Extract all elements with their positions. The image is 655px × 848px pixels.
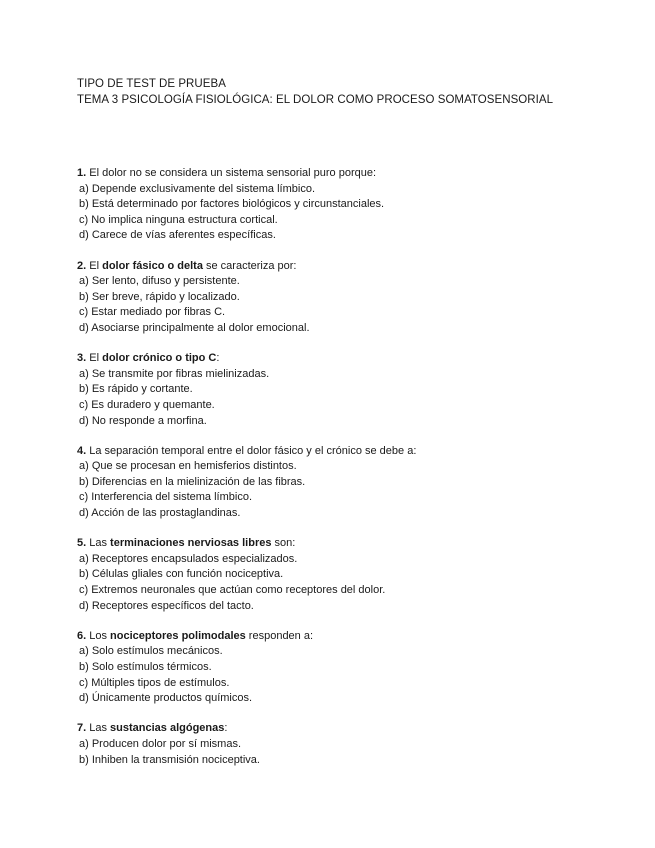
question-stem bbox=[77, 629, 637, 645]
question-number: 7. bbox=[77, 722, 87, 735]
question-2 bbox=[77, 259, 637, 337]
answer-option-c: c) Estar mediado por fibras C. bbox=[79, 306, 226, 319]
question-stem bbox=[77, 444, 637, 460]
answer-option-a: a) Receptores encapsulados especializados. bbox=[79, 552, 298, 565]
answer-option-b: b) Es rápido y cortante. bbox=[79, 383, 193, 396]
question-text-end: : bbox=[224, 722, 228, 735]
answer-option-a: a) Ser lento, difuso y persistente. bbox=[79, 275, 240, 288]
question-3 bbox=[77, 351, 637, 429]
answer-option-a: a) Solo estímulos mecánicos. bbox=[79, 645, 223, 658]
header-topic-title: TEMA 3 PSICOLOGÍA FISIOLÓGICA: EL DOLOR COMO PROCESO SOMATOSENSORIAL bbox=[77, 94, 554, 106]
question-number: 1. bbox=[77, 167, 87, 179]
header-test-type: TIPO DE TEST DE PRUEBA bbox=[77, 78, 226, 90]
question-text: Los bbox=[86, 629, 111, 642]
question-6 bbox=[77, 629, 637, 707]
question-number: 5. bbox=[77, 537, 87, 550]
question-key-term: dolor crónico o tipo C bbox=[102, 352, 217, 365]
question-text: Las bbox=[86, 722, 111, 735]
answer-option-b: b) Ser breve, rápido y localizado. bbox=[79, 290, 240, 303]
answer-option-c: c) No implica ninguna estructura cortical. bbox=[79, 213, 278, 226]
question-key-term: dolor fásico o delta bbox=[102, 259, 203, 272]
question-key-term: sustancias algógenas bbox=[110, 722, 225, 735]
question-stem bbox=[77, 351, 637, 367]
answer-option-d: d) Acción de las prostaglandinas. bbox=[79, 507, 241, 520]
question-list bbox=[77, 166, 637, 783]
answer-option-d: d) No responde a morfina. bbox=[79, 414, 207, 427]
answer-option-c: c) Es duradero y quemante. bbox=[79, 398, 215, 411]
answer-option-d: d) Únicamente productos químicos. bbox=[79, 692, 253, 705]
document-header bbox=[77, 76, 553, 108]
question-stem bbox=[77, 721, 637, 737]
question-text-end: : bbox=[216, 352, 220, 365]
question-5 bbox=[77, 536, 637, 614]
question-number: 4. bbox=[77, 444, 87, 457]
question-number: 6. bbox=[77, 629, 87, 642]
answer-option-b: b) Está determinado por factores biológicos y circunstanciales. bbox=[79, 198, 385, 211]
answer-option-c: c) Interferencia del sistema límbico. bbox=[79, 491, 253, 504]
question-text: Las bbox=[86, 537, 111, 550]
question-text: El dolor no se considera un sistema sensorial puro porque: bbox=[86, 167, 377, 179]
question-stem bbox=[77, 166, 637, 182]
answer-option-b: b) Inhiben la transmisión nociceptiva. bbox=[79, 753, 260, 766]
answer-option-d: d) Carece de vías aferentes específicas. bbox=[79, 229, 276, 242]
answer-option-c: c) Extremos neuronales que actúan como receptores del dolor. bbox=[79, 584, 386, 597]
question-1 bbox=[77, 166, 637, 244]
question-number: 2. bbox=[77, 259, 87, 272]
question-number: 3. bbox=[77, 352, 87, 365]
answer-option-a: a) Que se procesan en hemisferios distintos. bbox=[79, 460, 297, 473]
question-stem bbox=[77, 536, 637, 552]
answer-option-b: b) Células gliales con función nociceptiva. bbox=[79, 568, 284, 581]
question-text-end: responden a: bbox=[245, 629, 314, 642]
question-text-end: se caracteriza por: bbox=[202, 259, 297, 272]
question-text: El bbox=[86, 259, 103, 272]
question-text: La separación temporal entre el dolor fásico y el crónico se debe a: bbox=[86, 444, 417, 457]
question-7 bbox=[77, 721, 637, 768]
question-key-term: nociceptores polimodales bbox=[110, 629, 246, 642]
answer-option-a: a) Depende exclusivamente del sistema límbico. bbox=[79, 182, 316, 195]
answer-option-c: c) Múltiples tipos de estímulos. bbox=[79, 676, 230, 689]
question-text: El bbox=[86, 352, 103, 365]
answer-option-d: d) Asociarse principalmente al dolor emocional. bbox=[79, 321, 310, 334]
question-4 bbox=[77, 444, 637, 522]
question-text-end: son: bbox=[271, 537, 296, 550]
question-stem bbox=[77, 259, 637, 275]
question-key-term: terminaciones nerviosas libres bbox=[110, 537, 272, 550]
answer-option-b: b) Solo estímulos térmicos. bbox=[79, 661, 212, 673]
answer-option-d: d) Receptores específicos del tacto. bbox=[79, 599, 254, 612]
answer-option-a: a) Se transmite por fibras mielinizadas. bbox=[79, 367, 270, 380]
answer-option-a: a) Producen dolor por sí mismas. bbox=[79, 737, 242, 750]
answer-option-b: b) Diferencias en la mielinización de las fibras. bbox=[79, 475, 306, 488]
